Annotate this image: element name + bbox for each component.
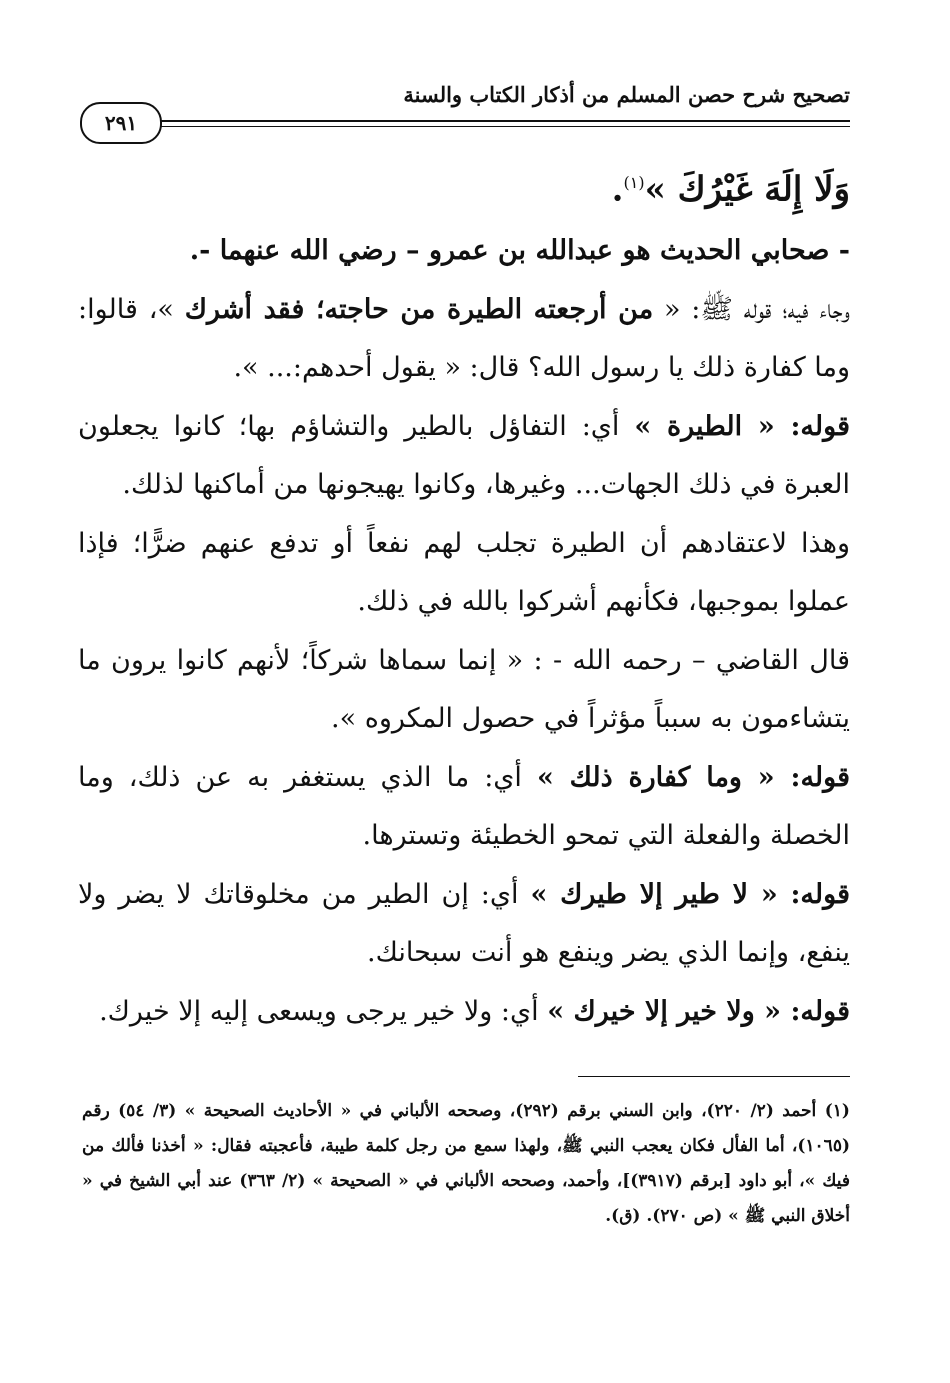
paragraph-qadi: قال القاضي – رحمه الله - : « إنما سماها شركاً؛ لأنهم كانوا يرون ما يتشاءمون به سبباً مؤثراً في حصول المكروه ». <box>78 644 850 735</box>
verse-text: وَلَا إِلَهَ غَيْرُكَ » <box>644 169 850 210</box>
header-rule-thin <box>140 126 850 127</box>
paragraph-tayr: قوله: « لا طير إلا طيرك » أي: إن الطير من مخلوقاتك لا يضر ولا ينفع، وإنما الذي يضر وينفع هو أنت سبحانك. <box>78 878 850 969</box>
verse-end: . <box>611 169 624 210</box>
paragraph-kaffara: قوله: « وما كفارة ذلك » أي: ما الذي يستغفر به عن ذلك، وما الخصلة والفعلة التي تمحو الخطيئة وتسترها. <box>78 761 851 852</box>
paragraph-narrator: - صحابي الحديث هو عبدالله بن عمرو – رضي الله عنهما -. <box>189 235 850 267</box>
paragraph-belief: وهذا لاعتقادهم أن الطيرة تجلب لهم نفعاً أو تدفع عنهم ضرًّا؛ فإذا عملوا بموجبها، فكأنهم أشركوا بالله في ذلك. <box>78 527 850 618</box>
paragraph-hadith: وجاء فيه؛ قوله ﷺ: « من أرجعته الطيرة من حاجته؛ فقد أشرك »، قالوا: وما كفارة ذلك يا رسول الله؟ قال: « يقول أحدهم:... ». <box>78 293 850 384</box>
footnotes <box>82 1094 850 1234</box>
main-text <box>78 150 850 1041</box>
footnote-separator <box>578 1076 850 1077</box>
verse-line <box>78 150 850 222</box>
page-number: ٢٩١ <box>80 102 162 144</box>
footnote-1: (١) أحمد (٢/ ٢٢٠)، وابن السني برقم (٢٩٢)، وصححه الألباني في « الأحاديث الصحيحة » (٣/ ٥٤) رقم (١٠٦٥)، أما الفأل فكان يعجب النبي ﷺ، ولهذا سمع من رجل كلمة طيبة، فأعجبته فقال: « أخذنا فألك من فيك »، أبو داود [برقم (٣٩١٧)]، وأحمد، وصححه الألباني في « الصحيحة » (٢/ ٣٦٣) عند أبي الشيخ في « أخلاق النبي ﷺ » (ص ٢٧٠). (ق). <box>82 1101 850 1226</box>
paragraph-khayr: قوله: « ولا خير إلا خيرك » أي: ولا خير يرجى ويسعى إليه إلا خيرك. <box>99 995 850 1027</box>
paragraph-tiyara: قوله: « الطيرة » أي: التفاؤل بالطير والتشاؤم بها؛ كانوا يجعلون العبرة في ذلك الجهات... وغيرها، وكانوا يهيجونها من أماكنها لذلك. <box>78 410 850 501</box>
running-header-title: تصحيح شرح حصن المسلم من أذكار الكتاب والسنة <box>403 82 850 107</box>
header-rule <box>140 120 850 122</box>
footnote-ref[interactable]: (١) <box>623 173 645 192</box>
